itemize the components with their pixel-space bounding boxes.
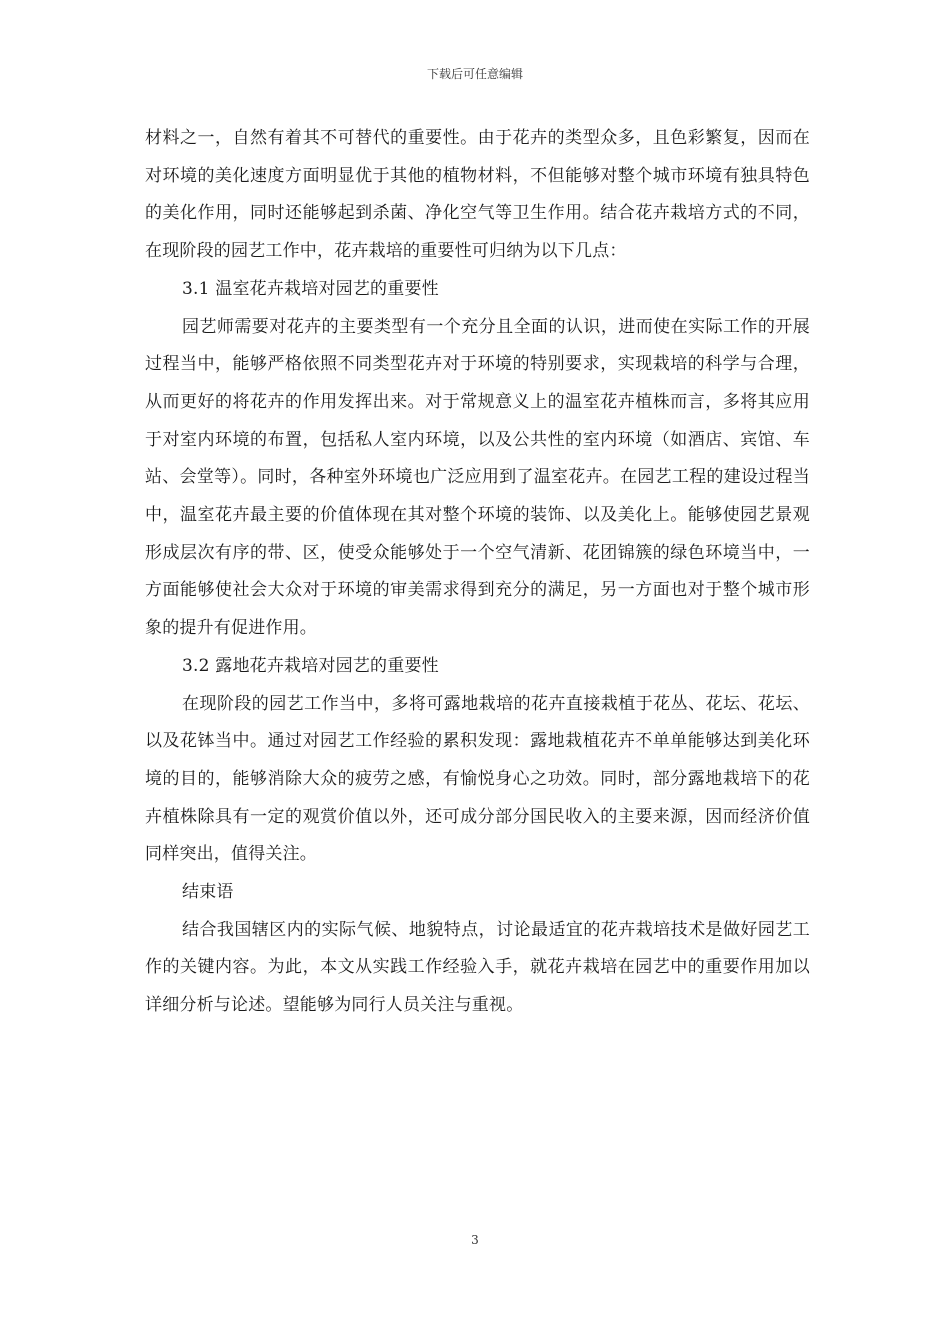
section-heading-conclusion: 结束语	[182, 882, 234, 903]
section-heading-3-2: 3.2 露地花卉栽培对园艺的重要性	[182, 655, 439, 676]
section-heading-3-1: 3.1 温室花卉栽培对园艺的重要性	[182, 278, 439, 299]
paragraph-open-field: 在现阶段的园艺工作当中，多将可露地栽培的花卉直接栽植于花丛、花坛、花坛、以及花钵当中。通过对园艺工作经验的累积发现：露地栽植花卉不单单能够达到美化环境的目的，能够消除大众的疲劳之感，有愉悦身心之功效。同时，部分露地栽培下的花卉植株除具有一定的观赏价值以外，还可成分部分国民收入的主要来源，因而经济价值同样突出，值得关注。	[145, 693, 810, 865]
page-header: 下载后可任意编辑	[426, 67, 523, 81]
paragraph-greenhouse: 园艺师需要对花卉的主要类型有一个充分且全面的认识，进而使在实际工作的开展过程当中，能够严格依照不同类型花卉对于环境的特别要求，实现栽培的科学与合理，从而更好的将花卉的作用发挥出来。对于常规意义上的温室花卉植株而言，多将其应用于对室内环境的布置，包括私人室内环境，以及公共性的室内环境（如酒店、宾馆、车站、会堂等）。同时，各种室外环境也广泛应用到了温室花卉。在园艺工程的建设过程当中，温室花卉最主要的价值体现在其对整个环境的装饰、以及美化上。能够使园艺景观形成层次有序的带、区，使受众能够处于一个空气清新、花团锦簇的绿色环境当中，一方面能够使社会大众对于环境的审美需求得到充分的满足，另一方面也对于整个城市形象的提升有促进作用。	[145, 316, 810, 639]
body-text	[145, 120, 810, 1025]
paragraph-conclusion: 结合我国辖区内的实际气候、地貌特点，讨论最适宜的花卉栽培技术是做好园艺工作的关键内容。为此，本文从实践工作经验入手，就花卉栽培在园艺中的重要作用加以详细分析与论述。望能够为同行人员关注与重视。	[145, 919, 810, 1016]
page-number: 3	[471, 1233, 479, 1247]
paragraph-continuation: 材料之一，自然有着其不可替代的重要性。由于花卉的类型众多，且色彩繁复，因而在对环境的美化速度方面明显优于其他的植物材料，不但能够对整个城市环境有独具特色的美化作用，同时还能够起到杀菌、净化空气等卫生作用。结合花卉栽培方式的不同，在现阶段的园艺工作中，花卉栽培的重要性可归纳为以下几点：	[145, 128, 810, 262]
